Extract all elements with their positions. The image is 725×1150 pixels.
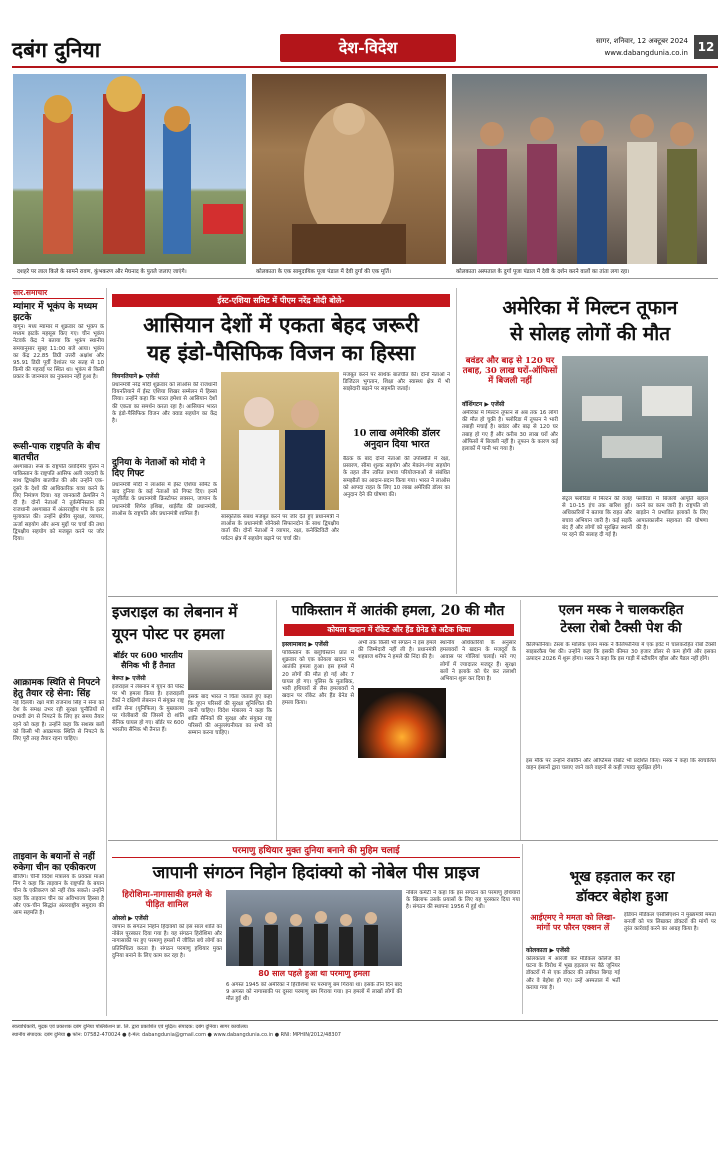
masthead (12, 32, 718, 64)
musk-text: इस मौके पर उन्होंने रोबोवैन और ऑप्टिमस रोबोट भी प्रदर्शित किए। मस्क ने कहा कि स्वचालित वाहन इंसानों द्वारा चलाए जाने वाले वाहनों से कहीं ज्यादा सुरक्षित होंगे। (526, 758, 716, 772)
nobel-byline: ओस्लो ▶ एजेंसी (112, 915, 149, 922)
nobel-text: 6 अगस्त 1945 को अमेरिका ने हिरोशिमा पर परमाणु बम गिराया था। इसके तीन दिन बाद 9 अगस्त को नागासाकी पर दूसरा परमाणु बम गिराया गया। इन हमलों में लाखों लोगों की मौत हुई थी। (226, 982, 402, 1003)
milton-headline-1: अमेरिका में मिल्टन तूफान (502, 297, 678, 319)
brief-text: यांगून। मध्य म्यांमार में शुक्रवार को भूकंप के मध्यम झटके महसूस किए गए। चीन भूकंप नेटवर्क केंद्र ने बताया कि भूकंप स्थानीय समयानुसार सुबह 11:00 बजे आया। भूकंप का केंद्र 22.85 डिग्री उत्तरी अक्षांश और 95.91 डिग्री पूर्वी देशांतर पर सतह से 10 किमी की गहराई पर स्थित था। भूकंप से किसी प्रकार के जानमाल का नुकसान नहीं हुआ है। (13, 324, 104, 381)
footer-contact: स्थानीय संपादक: दबंग दुनिया ● फोन: 07582-470024 ● ई-मेल: dabangdunia@gmail.com ● www.dabangdunia.co.in ● RNI: MPHIN/2012/48307 (12, 1032, 341, 1038)
photo-attack-fire (358, 688, 446, 758)
doctor-text: कोलकाता में आरजी कर मेडिकल कॉलेज की घटना के विरोध में भूख हड़ताल पर बैठे जूनियर डॉक्टरों में से एक डॉक्टर की तबीयत बिगड़ गई और वे बेहोश हो गए। उन्हें अस्पताल में भर्ती कराया गया है। (526, 956, 620, 991)
lebanon-headline-2: यूएन पोस्ट पर हमला (112, 625, 225, 643)
musk-headline-2: टेस्ला रोबो टैक्सी पेश की (560, 620, 682, 636)
section-title: देश-विदेश (280, 34, 456, 62)
asean-text: प्रधानमंत्री नरेंद्र मोदी शुक्रवार को लाओस की राजधानी वियनतियाने में ईस्ट एशिया शिखर सम्मेलन में हिस्सा लिया। उन्होंने कहा कि भारत हमेशा से आसियान देशों की एकता का समर्थन करता रहा है। आसियान भारत के इंडो-पैसिफिक विजन और क्वाड सहयोग का केंद्र है। (112, 382, 217, 425)
brief-headline: रूसी-पाक राष्ट्रपति के बीच बातचीत (13, 442, 100, 463)
photo-modi-meeting (221, 372, 339, 510)
nobel-headline: जापानी संगठन निहोन हिदांक्यो को नोबेल पीस प्राइज (152, 863, 480, 883)
doctor-subhead: आईएमए ने ममता को लिखा- मांगों पर फौरन एक्शन लें (530, 912, 616, 932)
milton-subhead: बवंडर और बाढ़ से 120 घर तबाह, 30 लाख घरों-ऑफिसों में बिजली नहीं (462, 356, 558, 386)
dateline: सागर, शनिवार, 12 अक्टूबर 2024 (596, 37, 688, 45)
asean-subhead: 10 लाख अमेरिकी डॉलर अनुदान दिया भारत (353, 428, 440, 450)
photo-lebanon (188, 650, 272, 690)
photo-crowd (452, 74, 707, 264)
asean-text: मजबूत करने पर सार्थक बातचीत की। दोनों नेताओं ने डिजिटल भुगतान, शिक्षा और स्वास्थ्य क्षेत्र में भी साझेदारी बढ़ाने पर सहमति जताई। (343, 372, 450, 393)
pakistan-subhead: कोयला खदान में रॉकेट और हैंड ग्रेनेड से अटैक किया (284, 624, 514, 636)
brief-headline: म्यांमार में भूकंप के मध्यम झटके (13, 302, 98, 323)
asean-kicker: ईस्ट-एशिया समिट में पीएम नरेंद्र मोदी बोले- (112, 294, 450, 307)
brief-text: बीजिंग। चीनी विदेश मंत्रालय के प्रवक्ता माओ निंग ने कहा कि ताइवान के राष्ट्रपति के बयान चीन के एकीकरण को नहीं रोक सकते। उन्होंने कहा कि ताइवान चीन का अविभाज्य हिस्सा है और एक-चीन सिद्धांत अंतरराष्ट्रीय समुदाय की आम सहमति है। (13, 874, 104, 917)
nobel-text: नोबेल कमेटी ने कहा कि इस संगठन को परमाणु हथियारों के खिलाफ उसके प्रयासों के लिए यह पुरस्कार दिया गया है। संगठन की स्थापना 1956 में हुई थी। (406, 890, 520, 911)
left-column (13, 288, 104, 1016)
pakistan-text: अभी तक किसी भी संगठन ने इस हमले की जिम्मेदारी नहीं ली है। प्रधानमंत्री शहबाज शरीफ ने हमले की निंदा की है। (358, 640, 436, 661)
lebanon-headline-1: इजराइल का लेबनान में (112, 603, 238, 621)
caption-durga: कोलकाता के एक सामुदायिक पूजा पंडाल में देवी दुर्गा की एक मूर्ति। (256, 269, 392, 275)
milton-text: सेंट्रल फ्लोरिडा में मिल्टन की वजह से 10-15 इंच तक बारिश हुई। अधिकारियों ने बताया कि राहत और बचाव अभियान जारी है। कई सड़कें बंद हैं और लोगों को सुरक्षित स्थानों पर रहने की सलाह दी गई है। (562, 496, 632, 539)
brief-text: अश्गाबात। रूस के राष्ट्रपति व्लादिमीर पुतिन ने पाकिस्तान के राष्ट्रपति आसिफ अली जरदारी के साथ द्विपक्षीय बातचीत की और उन्होंने एक-दूसरे के देशों की आधिकारिक यात्रा करने के लिए निमंत्रण दिया। यह जानकारी क्रेमलिन ने दी है। दोनों नेताओं ने तुर्कमेनिस्तान की राजधानी अश्गाबात में अंतरराष्ट्रीय मंच के इतर मुलाकात की। उन्होंने क्षेत्रीय सुरक्षा, व्यापार, ऊर्जा सहयोग और अन्य मुद्दों पर चर्चा की तथा द्विपक्षीय सहयोग को मजबूत करने पर जोर दिया। (13, 464, 104, 543)
lebanon-byline: बेरूत ▶ एजेंसी (112, 675, 146, 682)
pakistan-headline: पाकिस्तान में आतंकी हमला, 20 की मौत (291, 603, 505, 619)
doctor-headline-1: भूख हड़ताल कर रहा (569, 869, 675, 885)
brief-text: नई दिल्ली। रक्षा मंत्री राजनाथ सिंह ने सेना को देश के समक्ष उभर रही सुरक्षा चुनौतियों से प्रभावी ढंग से निपटने के लिए हर समय तैयार रहने को कहा है। उन्होंने कहा कि सशस्त्र बलों को किसी भी आक्रामक स्थिति से निपटने के लिए पूरी तरह तैयार रहना चाहिए। (13, 700, 104, 743)
milton-byline: वॉशिंगटन ▶ एजेंसी (462, 401, 505, 408)
musk-text: कैलिफोर्निया। टेस्ला के मालिक एलन मस्क ने कैलिफोर्निया में एक इवेंट में चालकरहित रोबो टैक्सी साइबरकैब पेश की। उन्होंने कहा कि इसकी कीमत 30 हजार डॉलर से कम होगी और इसका उत्पादन 2026 में शुरू होगा। मस्क ने कहा कि इस गाड़ी में स्टीयरिंग व्हील और पैडल नहीं होंगे। (526, 642, 716, 663)
lebanon-text: इसके बाद भारत ने चिंता जताते हुए कहा कि यूएन परिसरों की सुरक्षा सुनिश्चित की जानी चाहिए। विदेश मंत्रालय ने कहा कि शांति सैनिकों की सुरक्षा और संयुक्त राष्ट्र परिसरों की अनुल्लंघनीयता का सभी को सम्मान करना चाहिए। (188, 694, 272, 737)
nobel-text: जापान के संगठन निहोन हिदांक्यो को इस साल शांति का नोबेल पुरस्कार दिया गया है। यह संगठन हिरोशिमा और नागासाकी पर हुए परमाणु हमलों में जीवित बचे लोगों का प्रतिनिधित्व करता है। संगठन परमाणु हथियार मुक्त दुनिया बनाने के लिए काम कर रहा है। (112, 924, 222, 959)
asean-byline: वियनतियाने ▶ एजेंसी (112, 373, 160, 380)
photo-durga-idol (252, 74, 446, 264)
photo-flood (562, 356, 708, 492)
milton-text: फ्लोरिडा में बिजली आपूर्ति बहाल करने का काम जारी है। राष्ट्रपति जो बाइडेन ने प्रभावित इलाकों के लिए आपातकालीन सहायता की घोषणा की है। (636, 496, 708, 531)
doctor-text: इंडियन मेडिकल एसोसिएशन ने मुख्यमंत्री ममता बनर्जी को पत्र लिखकर डॉक्टरों की मांगों पर तुरंत कार्रवाई करने का आग्रह किया है। (624, 912, 716, 933)
asean-headline-2: यह इंडो-पैसिफिक विजन का हिस्सा (146, 340, 416, 365)
page-number: 12 (694, 35, 718, 59)
photo-nobel-group (226, 890, 402, 966)
asean-text: प्रधानमंत्री मोदी ने लाओस में ईस्ट एशिया समिट के बाद दुनिया के कई नेताओं को गिफ्ट दिए। इनमें न्यूजीलैंड के प्रधानमंत्री क्रिस्टोफर लक्सन, जापान के प्रधानमंत्री शिगेरु इशिबा, थाईलैंड की प्रधानमंत्री, लाओस के राष्ट्रपति और प्रधानमंत्री शामिल हैं। (112, 482, 217, 517)
asean-subhead: दुनिया के नेताओं को मोदी ने दिए गिफ्ट (112, 458, 205, 479)
pakistan-text: पाकिस्तान के बलूचिस्तान प्रांत में शुक्रवार को एक कोयला खदान पर आतंकी हमला हुआ। इस हमले में 20 लोगों की मौत हो गई और 7 घायल हो गए। पुलिस के मुताबिक, भारी हथियारों से लैस हमलावरों ने खदान पर रॉकेट और हैंड ग्रेनेड से हमला किया। (282, 650, 354, 707)
doctor-headline-2: डॉक्टर बेहोश हुआ (576, 889, 668, 905)
nuclear-banner: परमाणु हथियार मुक्त दुनिया बनाने की मुहिम चलाई (112, 844, 520, 858)
asean-text: सांस्कृतिक संबंध मजबूत करने पर जोर देते हुए प्रधानमंत्री ने लाओस के प्रधानमंत्री सोनेक्से सिफानदोन के साथ द्विपक्षीय वार्ता की। दोनों नेताओं ने व्यापार, रक्षा, कनेक्टिविटी और पर्यटन क्षेत्र में सहयोग बढ़ाने पर चर्चा की। (221, 514, 339, 542)
footer-imprint: स्वत्वाधिकारी, मुद्रक एवं प्रकाशक दबंग दुनिया पब्लिकेशन प्रा. लि. द्वारा प्रकाशित एवं मुद्रित। संपादक: दबंग दुनिया। सागर कार्यालय। (12, 1024, 249, 1030)
lebanon-subhead: बॉर्डर पर 600 भारतीय सैनिक भी हैं तैनात (113, 650, 183, 670)
nobel-subhead: हिरोशिमा-नागासाकी हमले के पीड़ित शामिल (122, 890, 212, 910)
section-label: सार.समाचार (13, 288, 104, 299)
asean-text: बैठक के बाद दोनों नेताओं की उपस्थिति में रक्षा, प्रसारण, सीमा शुल्क सहयोग और मेकांग-गंगा सहयोग के तहत तीन त्वरित प्रभाव परियोजनाओं से संबंधित समझौतों का आदान-प्रदान किया गया। भारत ने लाओस को आपदा राहत के लिए 10 लाख अमेरिकी डॉलर का अनुदान देने की घोषणा की। (343, 456, 450, 499)
nobel-caption: 80 साल पहले हुआ था परमाणु हमला (258, 969, 370, 978)
milton-headline-2: से सोलह लोगों की मौत (509, 323, 671, 345)
doctor-byline: कोलकाता ▶ एजेंसी (526, 947, 570, 954)
brief-headline: आक्रामक स्थिति से निपटने हेतु तैयार रहे सेना: सिंह (13, 678, 101, 699)
caption-ravan: दशहरे पर लाल किले के सामने रावण, कुंभकरण और मेघनाद के पुतले जलाए जाएंगे। (17, 269, 187, 275)
logo: दबंग दुनिया (12, 37, 101, 62)
milton-text: अमेरिका में मिल्टन तूफान से अब तक 16 लोगों की मौत हो चुकी है। फ्लोरिडा में तूफान ने भारी तबाही मचाई है। बवंडर और बाढ़ से 120 घर तबाह हो गए हैं और करीब 30 लाख घरों और ऑफिसों में बिजली नहीं है। तूफान के कारण कई इलाकों में पानी भर गया है। (462, 410, 558, 453)
pakistan-text: स्थानीय अधिकारियों के अनुसार हमलावरों ने खदान के मजदूरों के आवास पर गोलियां चलाईं। मारे गए लोगों में ज्यादातर मजदूर हैं। सुरक्षा बलों ने इलाके को घेर कर तलाशी अभियान शुरू कर दिया है। (440, 640, 516, 683)
lebanon-text: इजराइल ने लेबनान में यूएन की पोस्ट पर भी हमला किया है। इजराइली टैंकों ने दक्षिणी लेबनान में संयुक्त राष्ट्र शांति सेना (यूनिफिल) के मुख्यालय पर गोलीबारी की जिसमें दो शांति सैनिक घायल हो गए। बॉर्डर पर 600 भारतीय सैनिक भी तैनात हैं। (112, 684, 184, 734)
pakistan-byline: इस्लामाबाद ▶ एजेंसी (282, 641, 329, 648)
caption-crowd: कोलकाता अस्पताल के दुर्गा पूजा पंडाल में देवी के दर्शन करने वालों का तांता लगा रहा। (456, 269, 630, 275)
musk-headline-1: एलन मस्क ने चालकरहित (558, 602, 684, 618)
asean-headline-1: आसियान देशों में एकता बेहद जरूरी (143, 312, 419, 337)
website: www.dabangdunia.co.in (604, 49, 688, 57)
photo-ravan-effigies (13, 74, 246, 264)
brief-headline: ताइवान के बयानों से नहीं रुकेगा चीन का एकीकरण (13, 852, 96, 873)
